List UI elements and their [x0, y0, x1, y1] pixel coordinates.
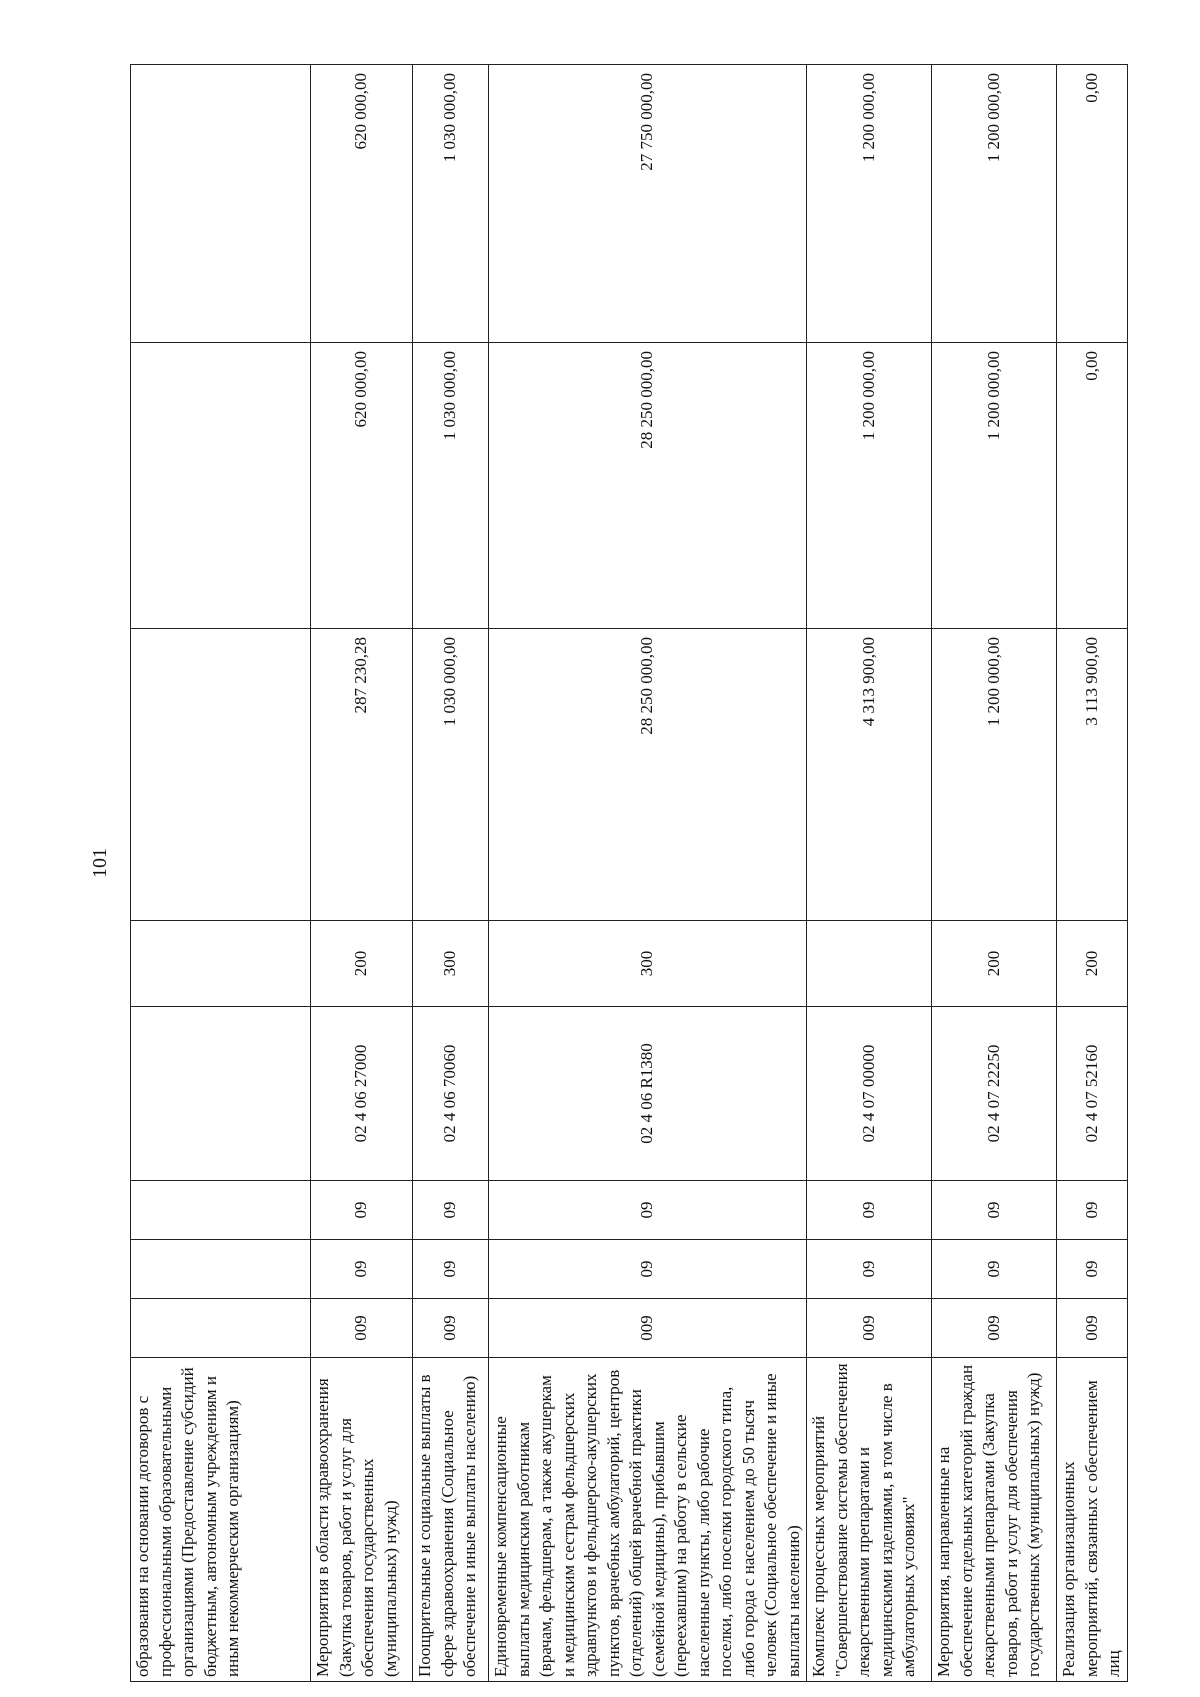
expense-type: 300 — [413, 921, 489, 1007]
amount-2023 — [131, 343, 311, 629]
section-code — [131, 1240, 311, 1299]
subsection-code — [131, 1181, 311, 1240]
table-row — [807, 65, 932, 1682]
target-article: 02 4 06 70060 — [413, 1007, 489, 1181]
amount-2024: 0,00 — [1057, 65, 1128, 343]
ministry-code: 009 — [413, 1299, 489, 1358]
target-article: 02 4 07 22250 — [932, 1007, 1057, 1181]
subsection-code: 09 — [1057, 1181, 1128, 1240]
target-article: 02 4 06 R1380 — [489, 1007, 807, 1181]
page-number: 101 — [89, 848, 111, 878]
ministry-code — [131, 1299, 311, 1358]
row-name: Мероприятия в области здравоохранения (Закупка товаров, работ и услуг для обеспечения государственных (муниципальных) нужд) — [311, 1358, 413, 1682]
expense-type: 200 — [932, 921, 1057, 1007]
ministry-code: 009 — [1057, 1299, 1128, 1358]
amount-2022: 28 250 000,00 — [489, 629, 807, 921]
subsection-code: 09 — [489, 1181, 807, 1240]
table-row — [1057, 65, 1128, 1682]
budget-table — [130, 64, 1128, 1682]
amount-2022: 4 313 900,00 — [807, 629, 932, 921]
amount-2022: 1 030 000,00 — [413, 629, 489, 921]
ministry-code: 009 — [311, 1299, 413, 1358]
budget-sheet — [130, 65, 1123, 1682]
amount-2022 — [131, 629, 311, 921]
expense-type — [807, 921, 932, 1007]
subsection-code: 09 — [311, 1181, 413, 1240]
amount-2024: 27 750 000,00 — [489, 65, 807, 343]
table-row — [311, 65, 413, 1682]
section-code: 09 — [1057, 1240, 1128, 1299]
amount-2023: 28 250 000,00 — [489, 343, 807, 629]
row-name: Поощрительные и социальные выплаты в сфере здравоохранения (Социальное обеспечение и иные выплаты населению) — [413, 1358, 489, 1682]
amount-2024: 1 200 000,00 — [807, 65, 932, 343]
expense-type: 200 — [1057, 921, 1128, 1007]
expense-type: 200 — [311, 921, 413, 1007]
amount-2023: 620 000,00 — [311, 343, 413, 629]
subsection-code: 09 — [807, 1181, 932, 1240]
row-name: образования на основании договоров с профессиональными образовательными организациями (Предоставление субсидий бюджетным, автономным учреждениям и иным некоммерческим организациям) — [131, 1358, 311, 1682]
target-article: 02 4 07 00000 — [807, 1007, 932, 1181]
table-row — [131, 65, 311, 1682]
amount-2022: 3 113 900,00 — [1057, 629, 1128, 921]
target-article: 02 4 07 52160 — [1057, 1007, 1128, 1181]
section-code: 09 — [489, 1240, 807, 1299]
ministry-code: 009 — [932, 1299, 1057, 1358]
amount-2022: 287 230,28 — [311, 629, 413, 921]
row-name: Мероприятия, направленные на обеспечение отдельных категорий граждан лекарственными препаратами (Закупка товаров, работ и услуг для обеспечения государственных (муниципальных) нужд) — [932, 1358, 1057, 1682]
ministry-code: 009 — [489, 1299, 807, 1358]
section-code: 09 — [807, 1240, 932, 1299]
section-code: 09 — [413, 1240, 489, 1299]
amount-2023: 0,00 — [1057, 343, 1128, 629]
section-code: 09 — [932, 1240, 1057, 1299]
amount-2023: 1 200 000,00 — [932, 343, 1057, 629]
amount-2024: 1 030 000,00 — [413, 65, 489, 343]
table-row — [413, 65, 489, 1682]
amount-2024: 1 200 000,00 — [932, 65, 1057, 343]
amount-2023: 1 030 000,00 — [413, 343, 489, 629]
section-code: 09 — [311, 1240, 413, 1299]
subsection-code: 09 — [932, 1181, 1057, 1240]
amount-2024: 620 000,00 — [311, 65, 413, 343]
ministry-code: 009 — [807, 1299, 932, 1358]
amount-2023: 1 200 000,00 — [807, 343, 932, 629]
table-row — [932, 65, 1057, 1682]
amount-2024 — [131, 65, 311, 343]
target-article: 02 4 06 27000 — [311, 1007, 413, 1181]
amount-2022: 1 200 000,00 — [932, 629, 1057, 921]
row-name: Комплекс процессных мероприятий "Совершенствование системы обеспечения лекарственными препаратами и медицинскими изделиями, в том числе в амбулаторных условиях" — [807, 1358, 932, 1682]
subsection-code: 09 — [413, 1181, 489, 1240]
expense-type — [131, 921, 311, 1007]
row-name: Единовременные компенсационные выплаты медицинским работникам (врачам, фельдшерам, а также акушеркам и медицинским сестрам фельдшерских здравпунктов и фельдшерско-акушерских пунктов, врачебных амбулаторий, центров (отделений) общей врачебной практики (семейной медицины), прибывшим (переехавшим) на работу в сельские населенные пункты, либо рабочие поселки, либо поселки городского типа, либо города с населением до 50 тысяч человек (Социальное обеспечение и иные выплаты населению) — [489, 1358, 807, 1682]
target-article — [131, 1007, 311, 1181]
row-name: Реализация организационных мероприятий, связанных с обеспечением лиц — [1057, 1358, 1128, 1682]
expense-type: 300 — [489, 921, 807, 1007]
table-row — [489, 65, 807, 1682]
